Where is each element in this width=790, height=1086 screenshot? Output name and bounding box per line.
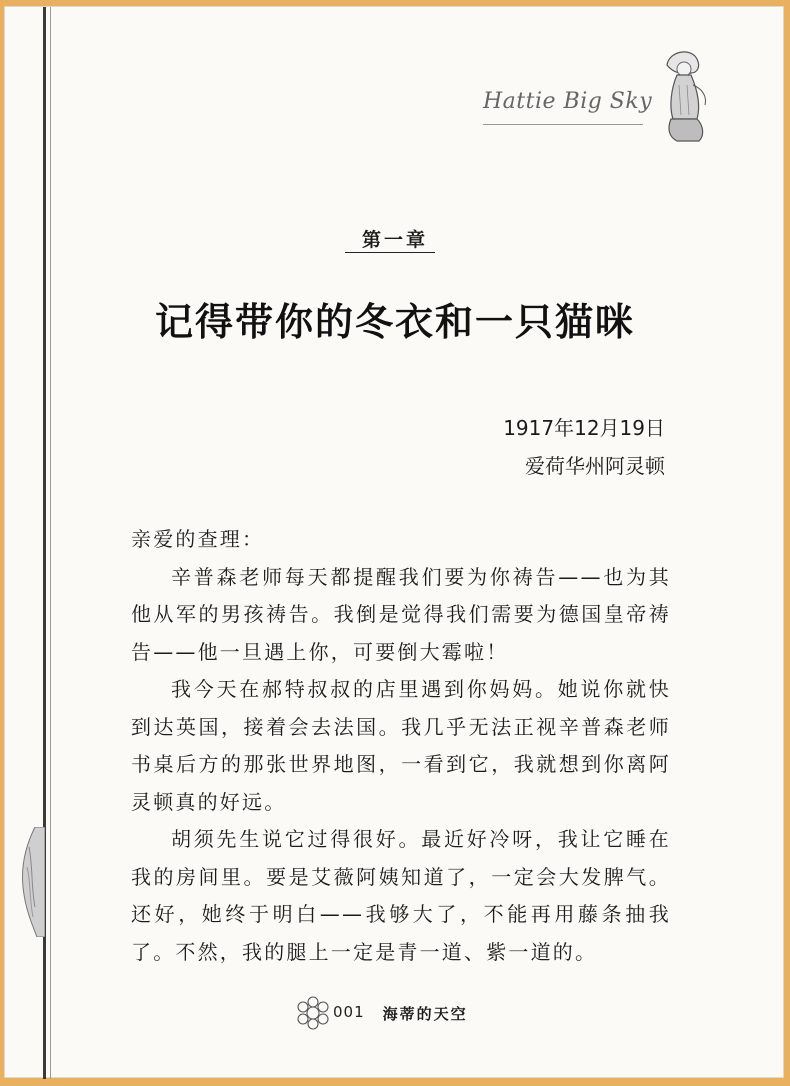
footer-book-title: 海蒂的天空	[382, 1005, 468, 1023]
letter-paragraph: 胡须先生说它过得很好。最近好冷呀，我让它睡在我的房间里。要是艾薇阿姨知道了，一定会大发脾气。还好，她终于明白——我够大了，不能再用藤条抽我了。不然，我的腿上一定是青一道、紫一道的。	[131, 827, 671, 964]
letter-place: 爱荷华州阿灵顿	[525, 454, 665, 478]
page-footer	[295, 997, 468, 1037]
chapter-title: 记得带你的冬衣和一只猫咪	[154, 300, 635, 344]
chapter-label: 第一章	[361, 229, 428, 251]
flower-icon	[295, 995, 331, 1031]
letter-date: 1917年12月19日	[503, 416, 665, 440]
spine-line-secondary	[50, 7, 51, 1079]
letter-dateline	[503, 409, 665, 485]
letter-paragraph: 我今天在郝特叔叔的店里遇到你妈妈。她说你就快到达英国，接着会去法国。我几乎无法正视辛普森老师书桌后方的那张世界地图，一看到它，我就想到你离阿灵顿真的好远。	[131, 677, 671, 814]
girl-in-bonnet-icon	[657, 45, 713, 145]
letter-body	[131, 521, 671, 971]
spine-art-icon	[17, 827, 45, 937]
letter-paragraph: 辛普森老师每天都提醒我们要为你祷告——也为其他从军的男孩祷告。我倒是觉得我们需要为德国皇帝祷告——他一旦遇上你，可要倒大霉啦！	[131, 564, 671, 664]
letter-salutation: 亲爱的查理：	[131, 527, 265, 551]
page-number: 001	[333, 1003, 365, 1021]
book-page	[4, 6, 784, 1078]
header-rule	[483, 124, 643, 125]
chapter-rule	[345, 252, 435, 253]
header-book-title: Hattie Big Sky	[483, 89, 653, 114]
